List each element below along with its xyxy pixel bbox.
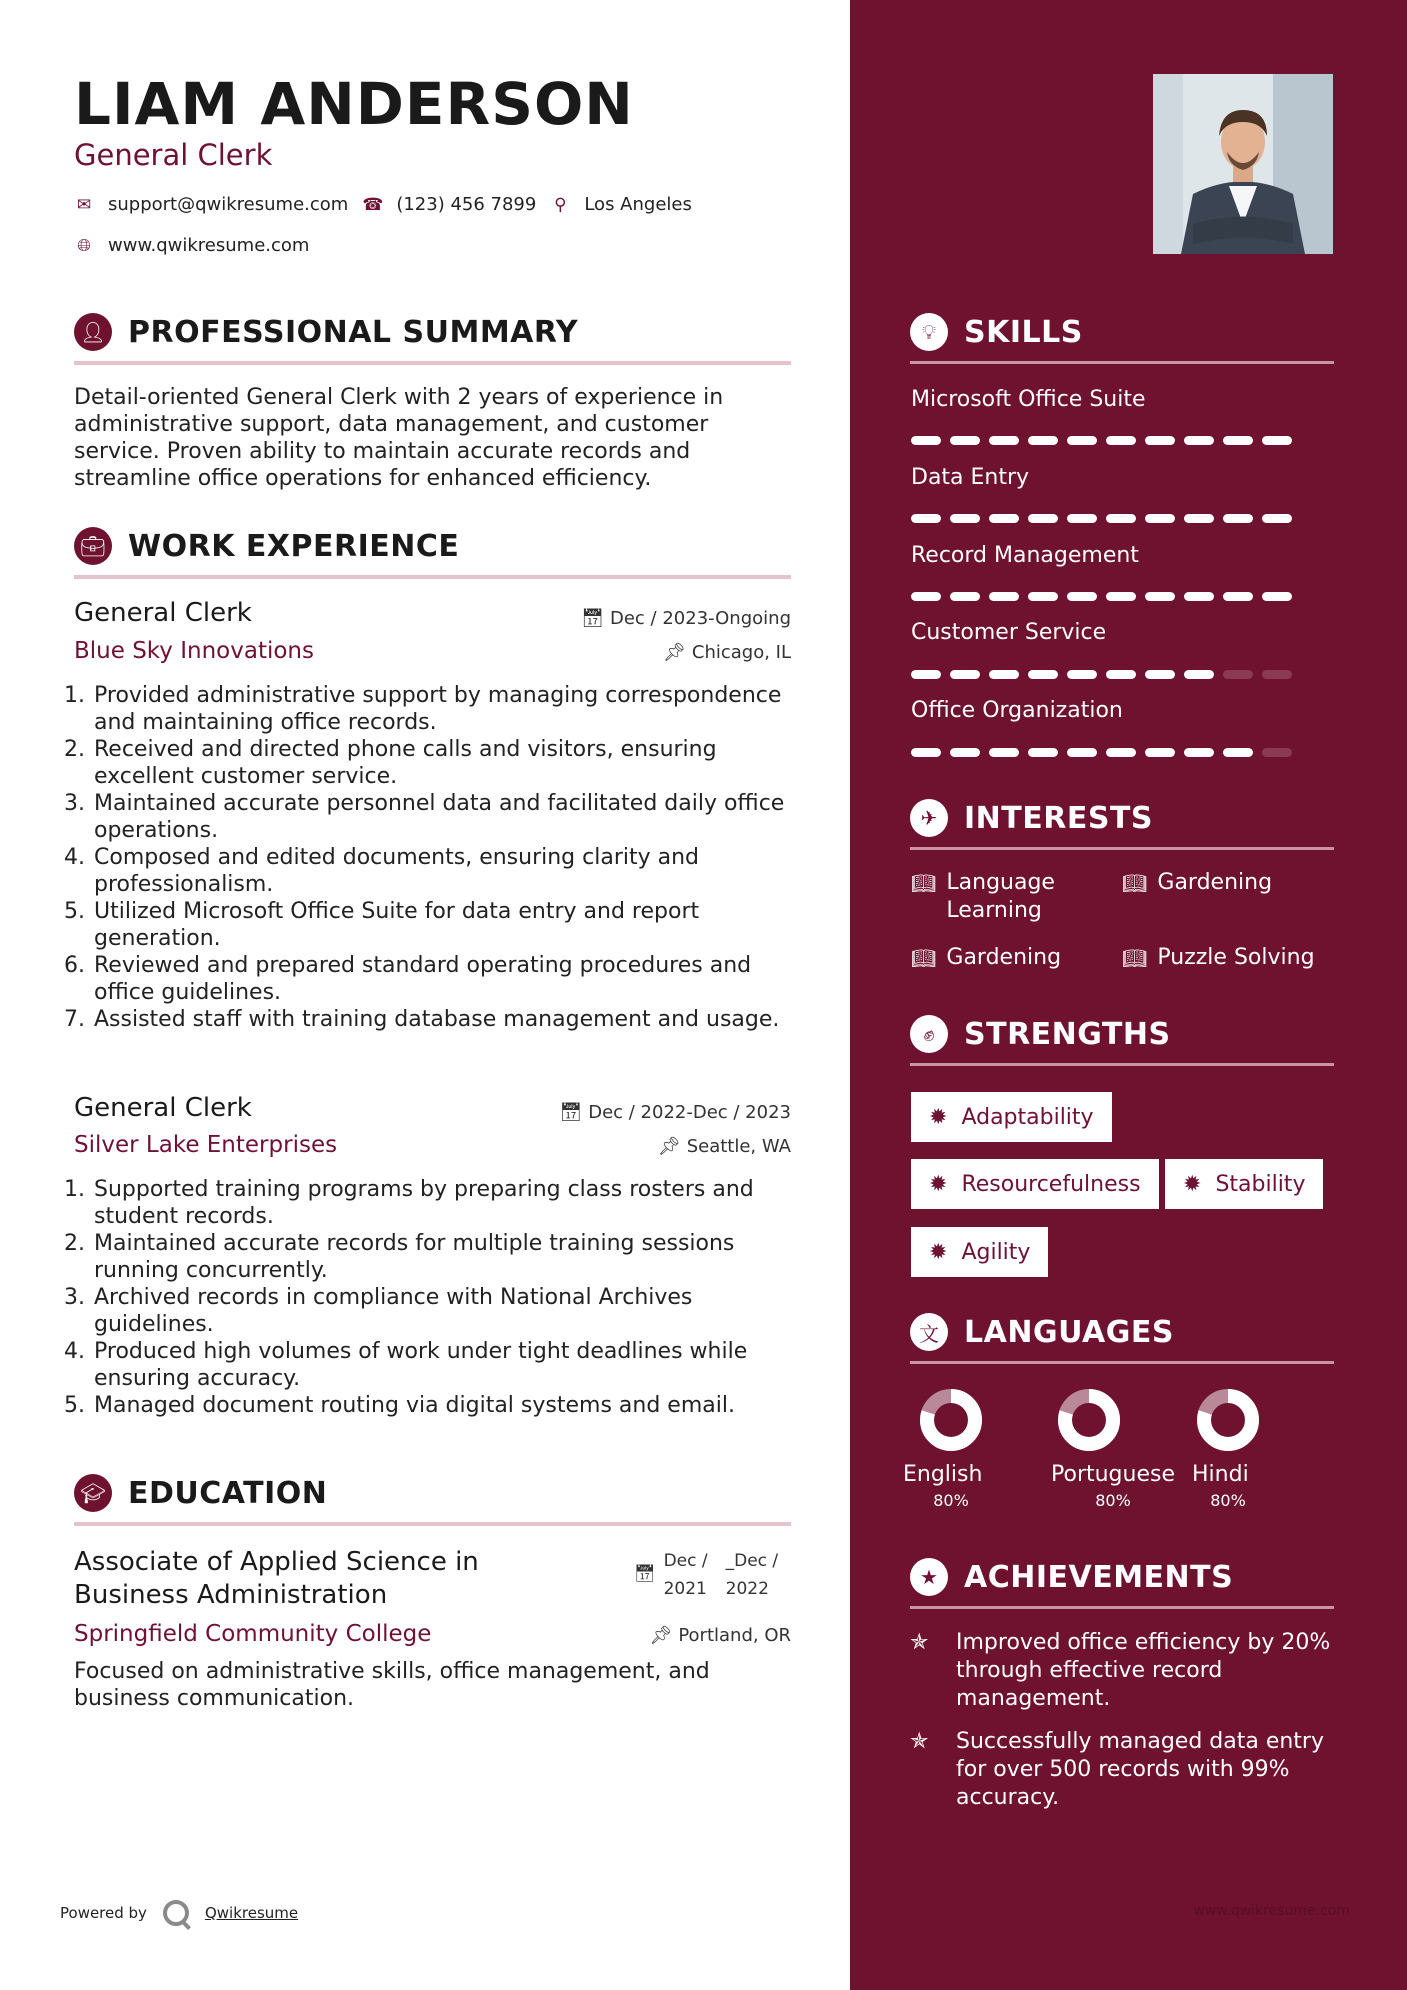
strength-badge (911, 1159, 1159, 1209)
strength-label: Agility (961, 1239, 1031, 1265)
list-item: 7. Assisted staff with training database management and usage. (92, 1006, 817, 1033)
shooting-star-icon: ✯ (910, 1630, 929, 1655)
education-start-year: 2021 (663, 1579, 707, 1599)
skill-dash-filled (1067, 748, 1097, 757)
achievements-heading (910, 1558, 1334, 1609)
skill-dash-empty (1223, 670, 1253, 679)
strengths-heading-text: STRENGTHS (964, 1016, 1171, 1052)
skill-dash-filled (1106, 514, 1136, 523)
skill-dash-filled (1223, 514, 1253, 523)
list-item: 6. Reviewed and prepared standard operating procedures and office guidelines. (92, 952, 817, 1006)
achievement-text: Improved office efficiency by 20% through effective record management. (956, 1630, 1331, 1711)
skill-dash-filled (1145, 670, 1175, 679)
calendar-icon: 📅︎ (634, 1564, 656, 1584)
badge-icon: ✹ (1183, 1171, 1202, 1197)
skill-dash-filled (1145, 592, 1175, 601)
book-icon: 📖︎ (911, 871, 937, 895)
lightbulb-icon: 💡︎ (910, 313, 948, 351)
language-item (1188, 1388, 1268, 1510)
strength-label: Resourcefulness (961, 1171, 1141, 1197)
job-date (581, 608, 791, 629)
badge-icon: ✹ (929, 1239, 948, 1265)
website-text[interactable]: www.qwikresume.com (108, 235, 310, 256)
language-name: English (903, 1462, 983, 1487)
achievements-heading-text: ACHIEVEMENTS (964, 1559, 1234, 1595)
list-item: 3. Maintained accurate personnel data and facilitated daily office operations. (92, 790, 817, 844)
skill-dash-filled (1106, 436, 1136, 445)
education-end (726, 1551, 779, 1599)
skill-dash-filled (989, 748, 1019, 757)
skill-dash-filled (911, 514, 941, 523)
skill-dash-filled (989, 592, 1019, 601)
languages-heading (910, 1313, 1334, 1364)
skill-dash-filled (950, 748, 980, 757)
skill-name: Office Organization (911, 698, 1123, 723)
map-pin-icon: ⚲ (554, 194, 567, 215)
skill-dash-filled (1067, 436, 1097, 445)
school-name: Springfield Community College (74, 1621, 432, 1647)
paper-plane-icon: ✈ (910, 799, 948, 837)
job-date (559, 1102, 791, 1123)
profile-photo-illustration (1153, 74, 1333, 254)
strength-label: Stability (1215, 1171, 1306, 1197)
star-badge-icon: ★ (910, 1558, 948, 1596)
summary-heading-text: PROFESSIONAL SUMMARY (128, 314, 579, 350)
qwikresume-logo-icon (163, 1900, 189, 1926)
skill-name: Microsoft Office Suite (911, 387, 1146, 412)
degree-title: Associate of Applied Science in Business Administration (74, 1547, 479, 1610)
language-item (1048, 1388, 1178, 1510)
skill-dash-filled (1262, 436, 1292, 445)
experience-heading (74, 527, 791, 579)
skill-dash-filled (1145, 748, 1175, 757)
interests-heading (910, 799, 1334, 850)
skill-dash-filled (1184, 748, 1214, 757)
list-item: 1. Provided administrative support by managing correspondence and maintaining office records. (92, 682, 817, 736)
education-heading (74, 1474, 791, 1526)
candidate-name: LIAM ANDERSON (74, 70, 634, 138)
skill-dash-filled (1184, 592, 1214, 601)
skill-dash-empty (1262, 748, 1292, 757)
skill-dash-filled (1028, 592, 1058, 601)
footer-site[interactable]: www.qwikresume.com (1193, 1903, 1350, 1919)
qwikresume-link[interactable]: Qwikresume (204, 1904, 299, 1922)
user-icon: 👤︎ (74, 313, 112, 351)
skill-dash-filled (1067, 592, 1097, 601)
language-item (903, 1388, 991, 1510)
job-title: General Clerk (74, 1093, 252, 1123)
education-end-year: 2022 (725, 1579, 769, 1599)
education-start (664, 1551, 708, 1599)
badge-icon: ✹ (929, 1104, 948, 1130)
interests-heading-text: INTERESTS (964, 800, 1153, 836)
location-text: Los Angeles (584, 194, 692, 215)
skill-dash-filled (1067, 670, 1097, 679)
pin-icon: 📌︎ (657, 1136, 681, 1157)
skill-dash-filled (1223, 436, 1253, 445)
list-item: 5. Utilized Microsoft Office Suite for data entry and report generation. (92, 898, 817, 952)
language-percent: 80% (933, 1491, 969, 1510)
skill-name: Record Management (911, 543, 1139, 568)
skill-level-bar (911, 748, 1292, 758)
skill-dash-filled (1028, 436, 1058, 445)
list-item: 1. Supported training programs by preparing class rosters and student records. (92, 1176, 817, 1230)
language-icon: 文 (910, 1313, 948, 1351)
summary-heading (74, 313, 791, 365)
skill-dash-filled (950, 436, 980, 445)
language-name: Hindi (1192, 1462, 1249, 1487)
education-end-month: _Dec / (725, 1551, 779, 1571)
skill-dash-filled (989, 436, 1019, 445)
phone-text[interactable]: (123) 456 7899 (396, 194, 537, 215)
strength-badge (911, 1227, 1048, 1277)
skill-dash-filled (1028, 748, 1058, 757)
job-duties-list (66, 1176, 817, 1419)
interest-label: Gardening (1157, 870, 1273, 895)
education-heading-text: EDUCATION (128, 1475, 328, 1511)
languages-heading-text: LANGUAGES (964, 1314, 1174, 1350)
globe-icon: 🌐︎ (77, 235, 91, 256)
education-location-text: Portland, OR (678, 1625, 791, 1646)
skill-dash-filled (1106, 592, 1136, 601)
badge-icon: ✹ (929, 1171, 948, 1197)
skill-dash-filled (950, 592, 980, 601)
skill-dash-filled (1184, 436, 1214, 445)
job-duties-list (66, 682, 817, 1033)
strength-label: Adaptability (961, 1104, 1094, 1130)
job-company: Silver Lake Enterprises (74, 1132, 338, 1158)
achievement-text: Successfully managed data entry for over 500 records with 99% accuracy. (956, 1729, 1324, 1810)
education-location (649, 1625, 791, 1646)
achievement-item (910, 1629, 1334, 1713)
interest-item (911, 869, 1101, 925)
profile-photo (1153, 74, 1333, 254)
shooting-star-icon: ✯ (910, 1729, 929, 1754)
job-title: General Clerk (74, 598, 252, 628)
contact-row-website (74, 235, 309, 256)
skill-dash-filled (1028, 670, 1058, 679)
briefcase-icon: 💼︎ (74, 527, 112, 565)
skill-dash-filled (1262, 514, 1292, 523)
contact-row (74, 194, 692, 215)
skill-dash-filled (1223, 748, 1253, 757)
skill-dash-filled (1262, 592, 1292, 601)
education-description: Focused on administrative skills, office management, and business communication. (74, 1659, 710, 1711)
candidate-title: General Clerk (74, 138, 273, 172)
language-name: Portuguese (1051, 1462, 1175, 1487)
skill-dash-filled (1184, 514, 1214, 523)
language-proficiency-ring (1057, 1388, 1121, 1452)
strengths-heading (910, 1015, 1334, 1066)
strength-badge (911, 1092, 1112, 1142)
language-proficiency-ring (919, 1388, 983, 1452)
list-item: 2. Received and directed phone calls and visitors, ensuring excellent customer service. (92, 736, 817, 790)
footer-powered-by (60, 1900, 298, 1926)
email-text[interactable]: support@qwikresume.com (108, 194, 349, 215)
education-dates (634, 1551, 778, 1599)
skills-heading-text: SKILLS (964, 314, 1083, 350)
skill-name: Data Entry (911, 465, 1030, 490)
skill-name: Customer Service (911, 620, 1107, 645)
education-start-month: Dec / (663, 1551, 708, 1571)
skill-dash-filled (911, 748, 941, 757)
fist-icon: ✊︎ (910, 1015, 948, 1053)
skill-dash-filled (1067, 514, 1097, 523)
job-location-text: Chicago, IL (691, 642, 791, 663)
skill-dash-filled (1145, 436, 1175, 445)
skill-dash-filled (1106, 748, 1136, 757)
list-item: 5. Managed document routing via digital systems and email. (92, 1392, 817, 1419)
book-icon: 📖︎ (1122, 871, 1148, 895)
language-percent: 80% (1095, 1491, 1131, 1510)
list-item: 2. Maintained accurate records for multiple training sessions running concurrently. (92, 1230, 817, 1284)
language-proficiency-ring (1196, 1388, 1260, 1452)
interest-label: Puzzle Solving (1157, 945, 1315, 970)
skill-level-bar (911, 514, 1292, 524)
pin-icon: 📌︎ (663, 642, 686, 663)
achievement-item (910, 1728, 1334, 1812)
job-location-text: Seattle, WA (686, 1136, 791, 1157)
summary-text: Detail-oriented General Clerk with 2 years of experience in administrative support, data management, and customer service. Proven ability to maintain accurate records and streamline office operations for enhanced efficiency. (74, 385, 724, 491)
job-location (658, 1136, 791, 1157)
skills-heading (910, 313, 1334, 364)
graduation-cap-icon: 🎓︎ (74, 1474, 112, 1512)
skill-dash-filled (911, 436, 941, 445)
interest-label: Gardening (946, 945, 1062, 970)
skill-dash-filled (911, 670, 941, 679)
job-date-text: Dec / 2022-Dec / 2023 (588, 1102, 791, 1123)
interest-item (911, 944, 1061, 972)
pin-icon: 📌︎ (649, 1625, 673, 1646)
skill-dash-filled (1145, 514, 1175, 523)
phone-icon: ☎ (362, 194, 384, 215)
skill-dash-filled (1223, 592, 1253, 601)
interest-item (1122, 869, 1272, 897)
skill-level-bar (911, 670, 1292, 680)
list-item: 4. Produced high volumes of work under tight deadlines while ensuring accuracy. (92, 1338, 817, 1392)
interest-label: Language Learning (946, 870, 1055, 923)
interest-item (1122, 944, 1315, 972)
envelope-icon: ✉ (76, 194, 92, 215)
skill-dash-filled (1184, 670, 1214, 679)
powered-by-label: Powered by (60, 1904, 147, 1922)
list-item: 3. Archived records in compliance with National Archives guidelines. (92, 1284, 817, 1338)
skill-dash-filled (1028, 514, 1058, 523)
list-item: 4. Composed and edited documents, ensuring clarity and professionalism. (92, 844, 817, 898)
skill-dash-filled (989, 514, 1019, 523)
job-date-text: Dec / 2023-Ongoing (610, 608, 791, 629)
skill-level-bar (911, 436, 1292, 446)
calendar-icon: 📅︎ (581, 608, 604, 629)
experience-heading-text: WORK EXPERIENCE (128, 528, 460, 564)
job-company: Blue Sky Innovations (74, 638, 314, 664)
job-location (663, 642, 791, 663)
skill-dash-filled (950, 670, 980, 679)
skill-dash-filled (989, 670, 1019, 679)
calendar-icon: 📅︎ (559, 1102, 583, 1123)
skill-dash-filled (950, 514, 980, 523)
skill-level-bar (911, 592, 1292, 602)
book-icon: 📖︎ (911, 946, 937, 970)
book-icon: 📖︎ (1122, 946, 1148, 970)
strength-badge (1165, 1159, 1323, 1209)
skill-dash-filled (1106, 670, 1136, 679)
skill-dash-filled (911, 592, 941, 601)
skill-dash-empty (1262, 670, 1292, 679)
language-percent: 80% (1210, 1491, 1246, 1510)
